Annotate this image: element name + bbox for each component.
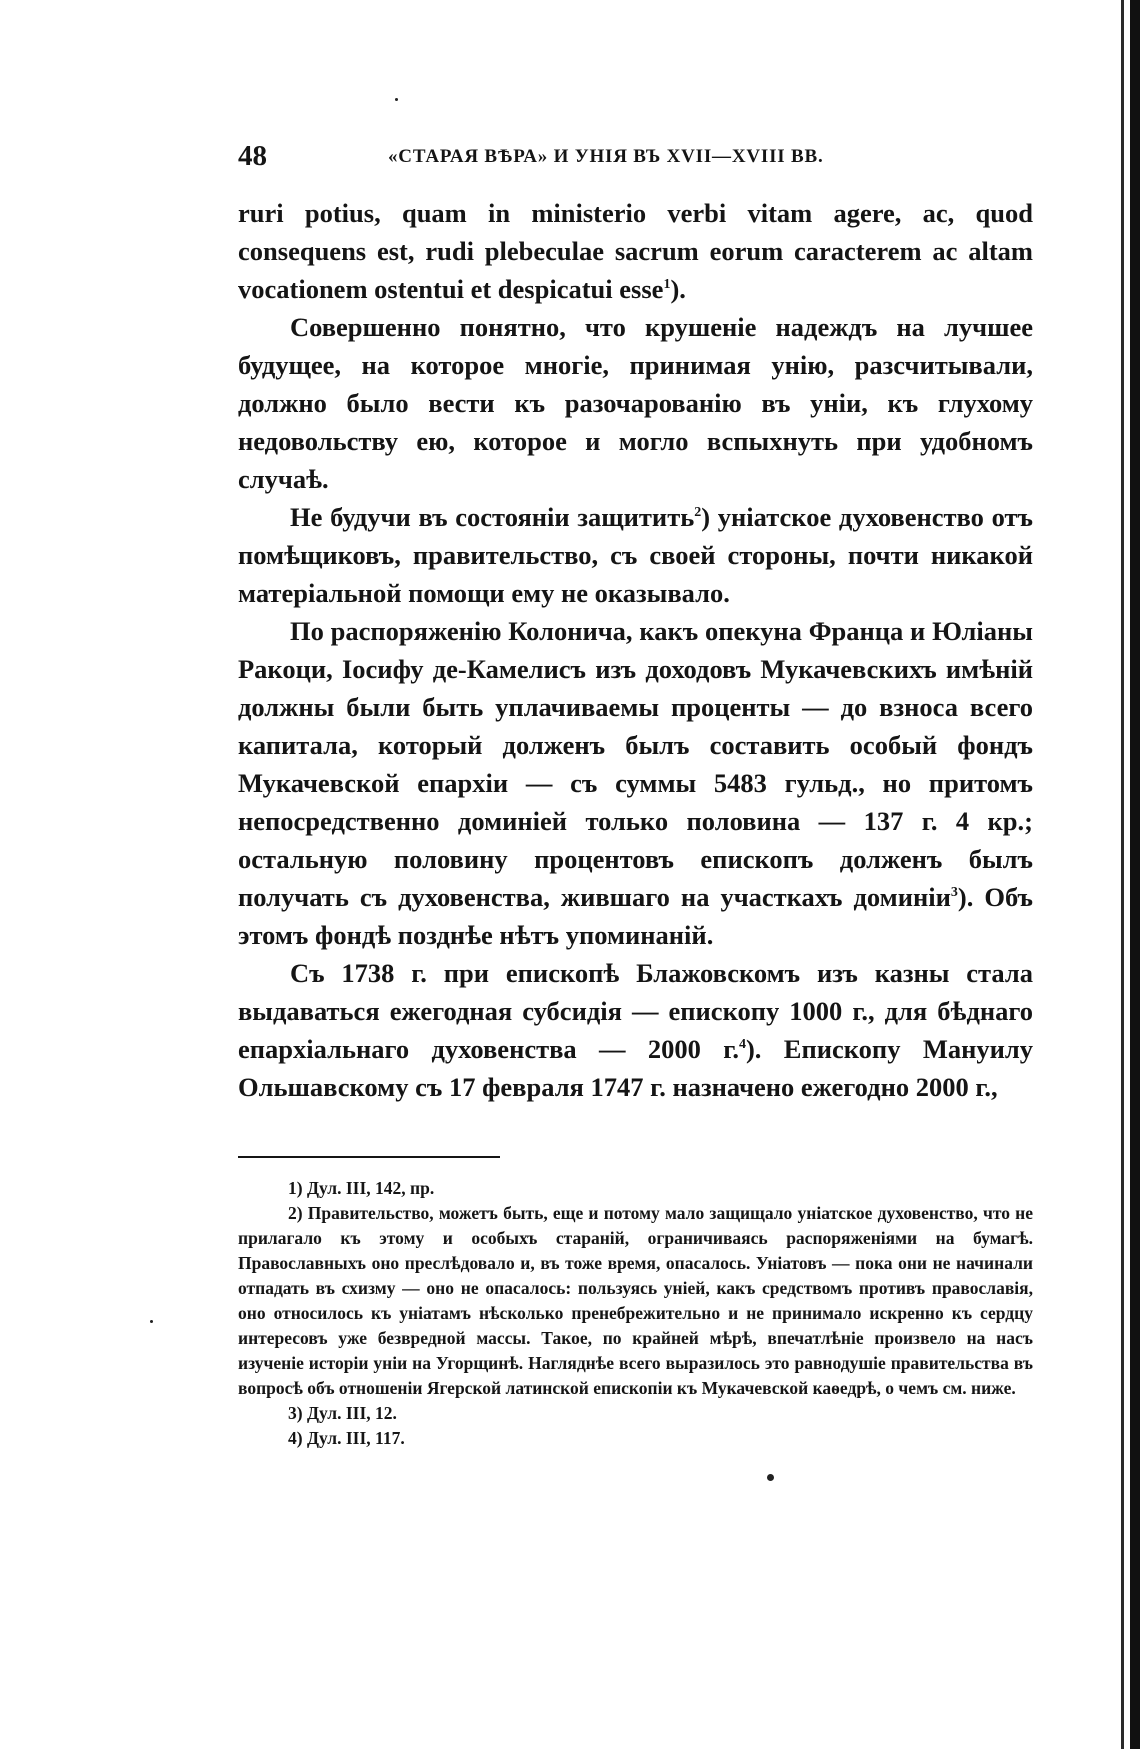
paragraph-text-start: По распоряженію Колонича, какъ опекуна Франца и Юліаны Ракоци, Іосифу де-Камелисъ изъ доходовъ Мукачевскихъ имѣній должны были быть уплачиваемы проценты — до взноса всего капитала, который долженъ былъ составить особый фондъ Мукачевской епархіи — съ суммы 5483 гульд., но притомъ непосредственно доминіей только половина — 137 г. 4 кр.; остальную половину процентовъ епископъ долженъ былъ получать съ духовенства, жившаго на участкахъ доминіи (238, 616, 1033, 912)
paragraph (238, 498, 1033, 612)
paragraph (238, 612, 1033, 954)
paragraph-latin-quote (238, 194, 1033, 308)
page-number: 48 (238, 140, 267, 172)
paragraph-text-start: Съ 1738 г. при епископѣ Блажовскомъ изъ казны стала выдаваться ежегодная субсидія — епископу 1000 г., для бѣднаго епархіальнаго духовенства — 2000 г. (238, 958, 1033, 1064)
paragraph-text-end: ). Епископу Мануилу Ольшавскому съ 17 февраля 1747 г. назначено ежегодно 2000 г., (238, 1034, 1033, 1102)
footnote-ref: 2 (694, 505, 702, 521)
footnote-3: 3) Дул. III, 12. (288, 1403, 397, 1423)
scan-speck (150, 1320, 153, 1323)
scan-speck (395, 98, 398, 101)
paragraph-text: ruri potius, quam in ministerio verbi vitam agere, ac, quod consequens est, rudi plebeculae sacrum eorum caracterem ac altam vocationem ostentui et despicatui esse (238, 198, 1033, 304)
scan-speck (767, 1474, 774, 1481)
footnote-2: 2) Правительство, можетъ быть, еще и потому мало защищало уніатское духовенство, что не прилагало къ этому и особыхъ стараній, ограничиваясь распоряженіями на бумагѣ. Православныхъ оно преслѣдовало и, въ тоже время, опасалось. Уніатовъ — пока они не начинали отпадать въ схизму — оно не опасалось: пользуясь уніей, какъ средствомъ противъ православія, оно относилось къ уніатамъ нѣсколько пренебрежительно и не принимало искренно къ сердцу интересовъ уже безвредной массы. Такое, по крайней мѣрѣ, впечатлѣніе произвело на насъ изученіе исторіи уніи на Угорщинѣ. Нагляднѣе всего выразилось это равнодушіе правительства въ вопросѣ объ отношеніи Ягерской латинской епископіи къ Мукачевской каѳедрѣ, о чемъ см. ниже. (238, 1203, 1033, 1398)
paragraph-text-end: ) уніатское духовенство отъ помѣщиковъ, правительство, съ своей стороны, почти никакой матеріальной помощи ему не оказывало. (238, 502, 1033, 608)
footnote-4: 4) Дул. III, 117. (288, 1428, 405, 1448)
running-head (238, 140, 1033, 188)
paragraph-text-end: ). Объ этомъ фондѣ позднѣе нѣтъ упоминаній. (238, 882, 1033, 950)
footnote-ref: 4 (738, 1037, 746, 1053)
paragraph-text-start: Не будучи въ состояніи защитить (290, 502, 695, 532)
body-text (238, 194, 1033, 1106)
footnote-ref: 3 (950, 885, 958, 901)
paragraph (238, 308, 1033, 498)
footnote-separator (238, 1156, 500, 1158)
footnote-ref: 1 (663, 277, 671, 293)
scan-edge-border (1130, 0, 1140, 1749)
book-page (238, 140, 1033, 1451)
running-title: «СТАРАЯ ВѢРА» И УНІЯ ВЪ XVII—XVIII ВВ. (388, 146, 824, 167)
paragraph-text-end: ). (670, 274, 686, 304)
footnote-1: 1) Дул. III, 142, пр. (288, 1178, 435, 1198)
paragraph-text: Совершенно понятно, что крушеніе надеждъ на лучшее будущее, на которое многіе, принимая унію, разсчитывали, должно было вести къ разочарованію въ уніи, къ глухому недовольству ею, которое и могло вспыхнуть при удобномъ случаѣ. (238, 312, 1033, 494)
footnotes (238, 1176, 1033, 1451)
paragraph (238, 954, 1033, 1106)
scan-edge-line (1121, 0, 1124, 1749)
